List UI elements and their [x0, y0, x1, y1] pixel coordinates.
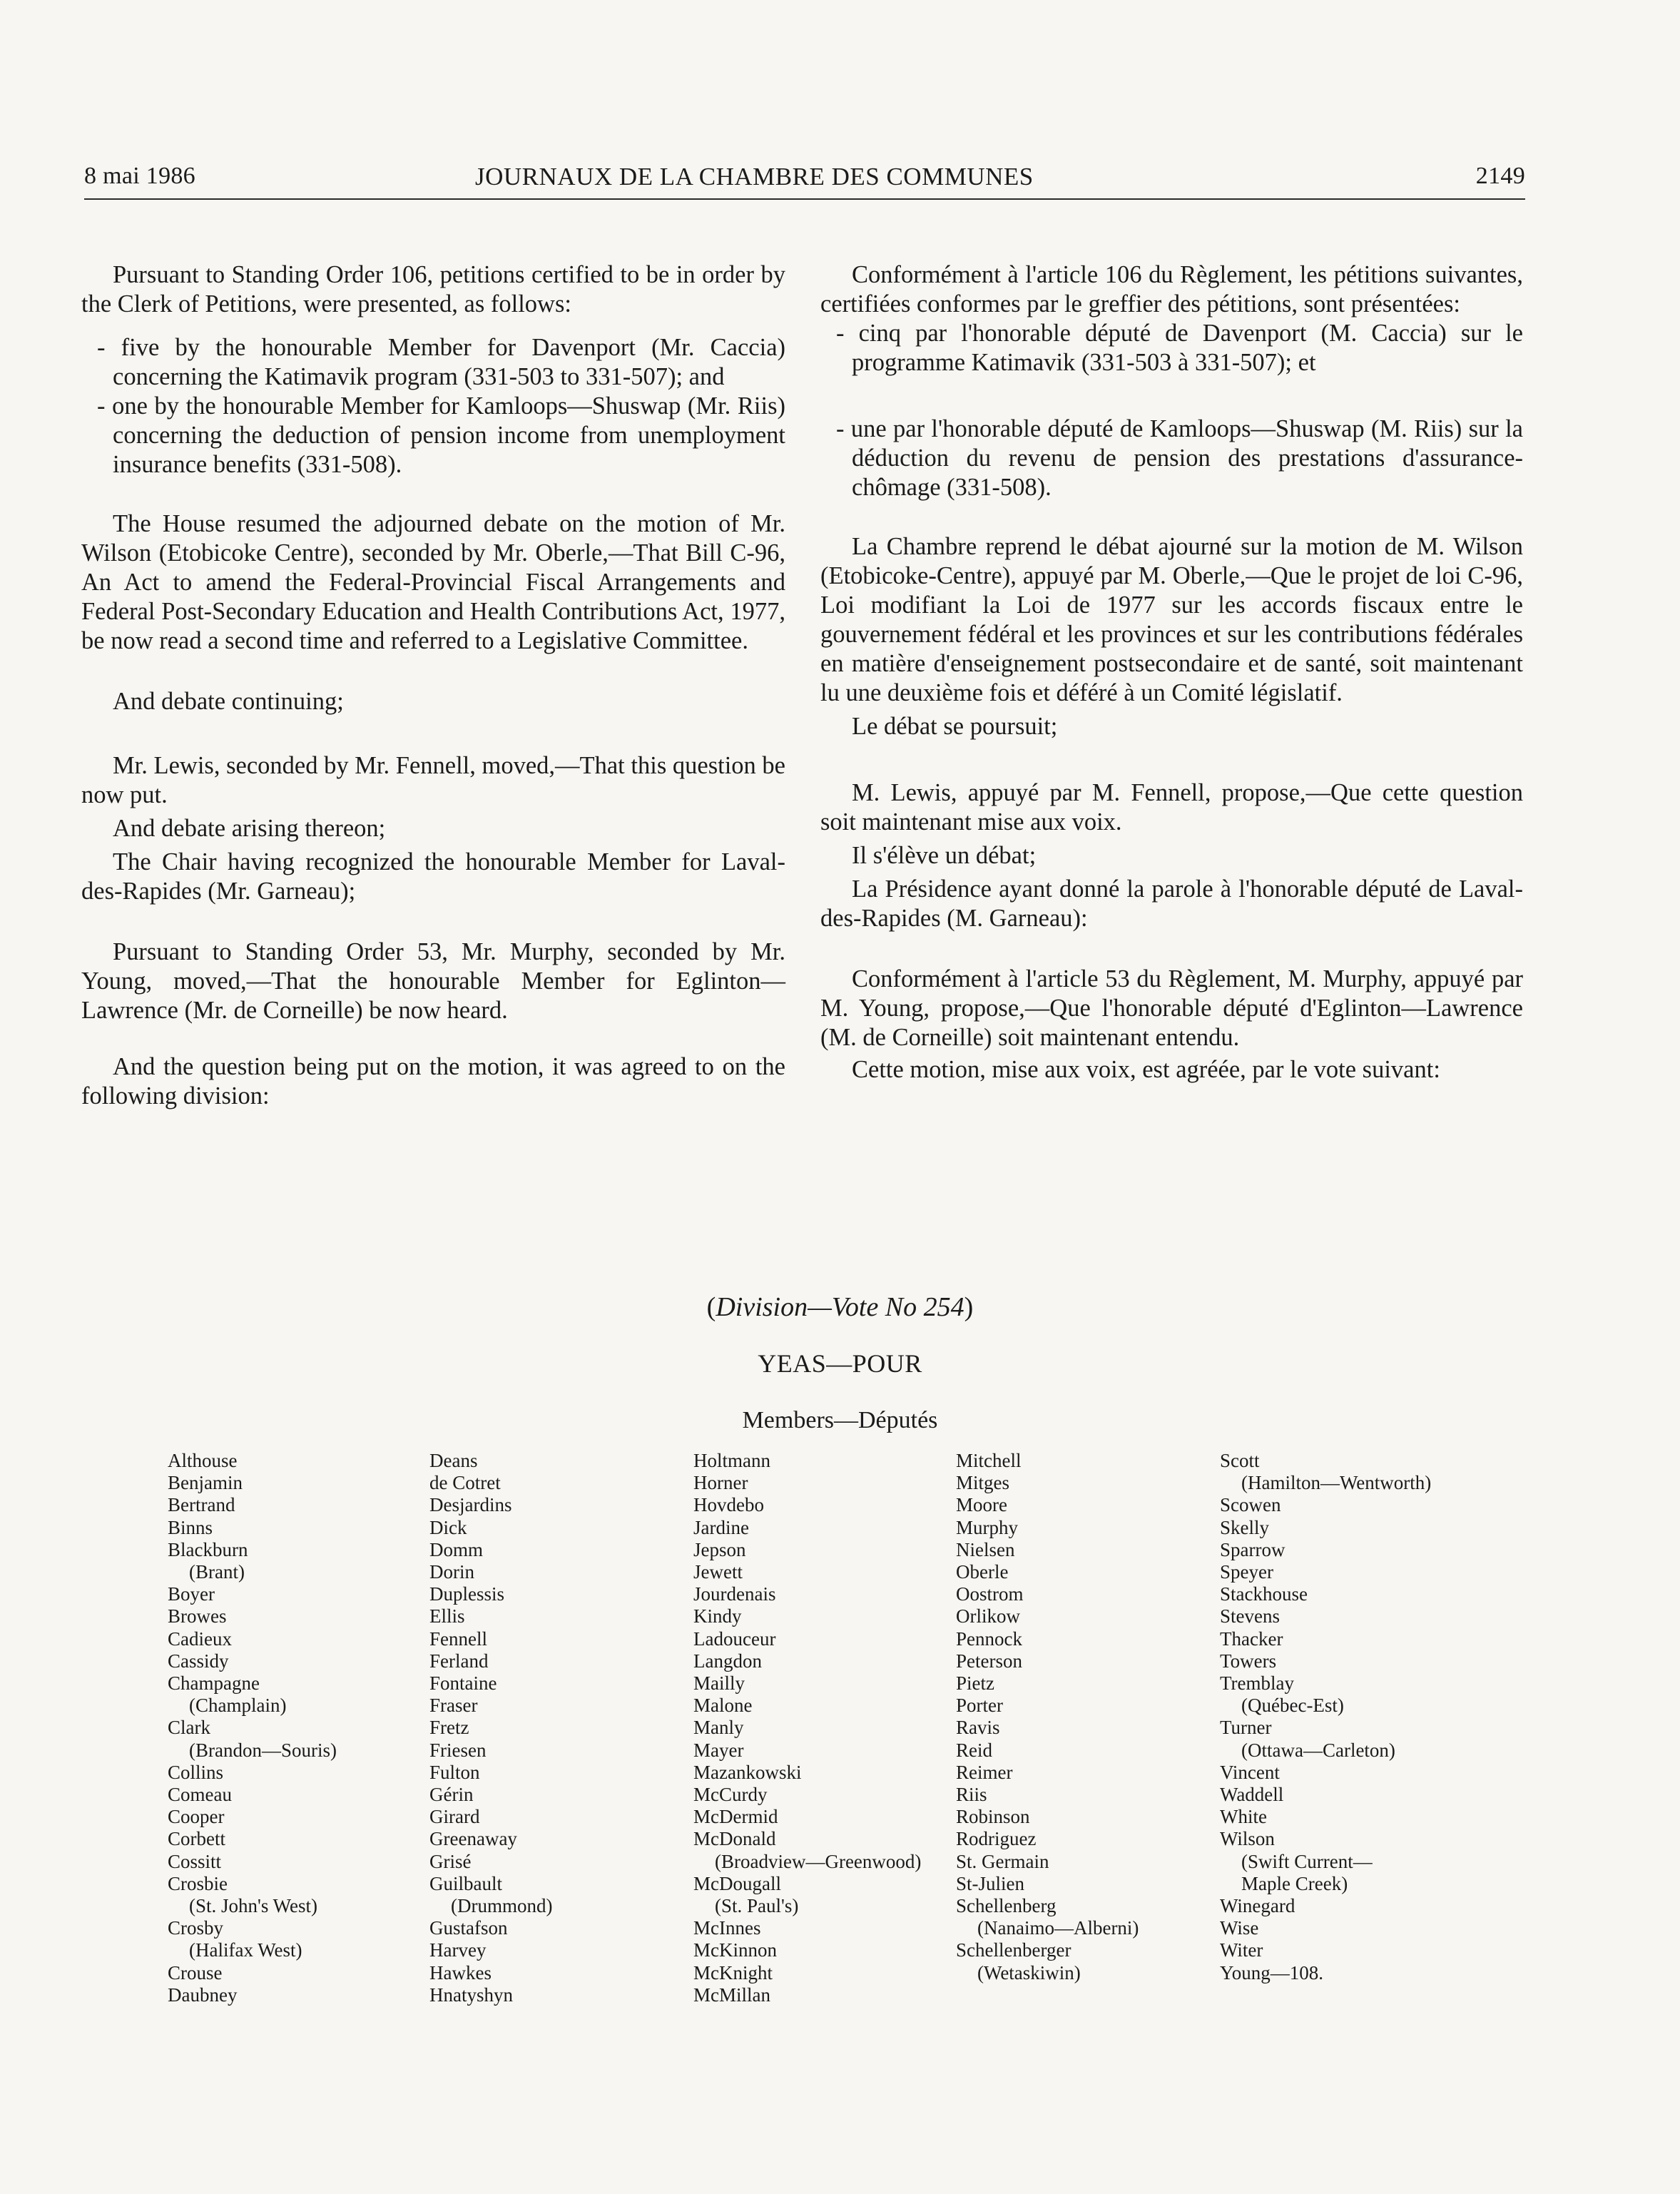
- member-name: McInnes: [693, 1917, 761, 1939]
- member-name: St. Germain: [956, 1850, 1049, 1872]
- member-name: Mitges: [956, 1472, 1010, 1494]
- member-name: Dick: [429, 1516, 467, 1538]
- member-name: Fontaine: [429, 1672, 497, 1695]
- member-name: Domm: [429, 1538, 484, 1560]
- member-name: Greenaway: [429, 1828, 517, 1850]
- member-riding: (Ottawa—Carleton): [1241, 1739, 1395, 1761]
- division-heading: [0, 1291, 1680, 1323]
- member-name: Gustafson: [429, 1917, 508, 1939]
- fr-chair-paragraph: La Présidence ayant donné la parole à l'honorable député de Laval-des-Rapides (M. Garneau):: [820, 875, 1523, 932]
- member-riding: (Hamilton—Wentworth): [1241, 1472, 1432, 1494]
- member-name: Guilbault: [429, 1872, 502, 1894]
- member-name: Harvey: [429, 1939, 487, 1961]
- member-name: Rodriguez: [956, 1828, 1037, 1850]
- member-name: Oostrom: [956, 1583, 1024, 1605]
- member-name: Cooper: [168, 1806, 225, 1828]
- member-riding: (Québec-Est): [1241, 1695, 1344, 1717]
- member-name: Bertrand: [168, 1494, 235, 1516]
- member-name: Horner: [693, 1472, 748, 1494]
- member-riding: (Wetaskiwin): [977, 1961, 1081, 1984]
- member-name: Clark: [168, 1717, 210, 1739]
- member-name: Fulton: [429, 1761, 480, 1783]
- member-name: Reid: [956, 1739, 992, 1761]
- member-name: Gérin: [429, 1784, 474, 1806]
- names-column-2: [429, 1450, 552, 2006]
- member-name: Althouse: [168, 1450, 238, 1471]
- member-name: Manly: [693, 1717, 744, 1739]
- fr-petitions-intro: Conformément à l'article 106 du Règlement, les pétitions suivantes, certifiées conformes par le greffier des pétitions, sont présentées:: [820, 261, 1523, 318]
- member-riding: (Drummond): [451, 1895, 553, 1917]
- member-name: Peterson: [956, 1650, 1022, 1672]
- division-paren-close: ): [964, 1292, 974, 1322]
- en-division-intro: And the question being put on the motion, it was agreed to on the following division:: [81, 1053, 785, 1109]
- member-name: Fraser: [429, 1695, 478, 1717]
- member-name: Turner: [1220, 1717, 1272, 1739]
- en-petition-item: - one by the honourable Member for Kamloops—Shuswap (Mr. Riis) concerning the deduction of pension income from unemployment insurance benefits (331-508).: [97, 392, 785, 478]
- member-name: Mazankowski: [693, 1761, 802, 1783]
- member-name: Browes: [168, 1605, 227, 1627]
- member-name: Scowen: [1220, 1494, 1281, 1516]
- member-name: McDougall: [693, 1872, 781, 1894]
- division-paren-open: (: [706, 1292, 716, 1322]
- member-name: Reimer: [956, 1761, 1013, 1783]
- member-name: Hawkes: [429, 1961, 492, 1984]
- member-name: Ellis: [429, 1605, 465, 1627]
- member-name: McDermid: [693, 1806, 778, 1828]
- member-name: Scott: [1220, 1450, 1260, 1471]
- member-name: Porter: [956, 1695, 1003, 1717]
- member-name: de Cotret: [429, 1472, 501, 1494]
- page-number: 2149: [1475, 163, 1525, 189]
- member-name: Malone: [693, 1695, 753, 1717]
- member-name: Young—108.: [1220, 1961, 1324, 1984]
- member-name: Ferland: [429, 1650, 489, 1672]
- member-name: Pietz: [956, 1672, 994, 1695]
- member-name: Duplessis: [429, 1583, 505, 1605]
- member-name: Deans: [429, 1450, 478, 1471]
- member-name: McMillan: [693, 1984, 770, 2006]
- names-column-1: [168, 1450, 337, 2006]
- member-name: Winegard: [1220, 1895, 1295, 1917]
- member-name: White: [1220, 1806, 1267, 1828]
- member-name: Orlikow: [956, 1605, 1020, 1627]
- member-name: Binns: [168, 1516, 213, 1538]
- member-name: Skelly: [1220, 1516, 1270, 1538]
- member-name: Langdon: [693, 1650, 762, 1672]
- member-name: Schellenberg: [956, 1895, 1057, 1917]
- member-name: Mayer: [693, 1739, 744, 1761]
- member-name: Boyer: [168, 1583, 215, 1605]
- member-name: Hovdebo: [693, 1494, 764, 1516]
- member-riding: (Broadview—Greenwood): [715, 1850, 922, 1872]
- member-name: Fretz: [429, 1717, 469, 1739]
- member-name: Champagne: [168, 1672, 260, 1695]
- fr-motion-paragraph: M. Lewis, appuyé par M. Fennell, propose,—Que cette question soit maintenant mise aux voix.: [820, 779, 1523, 836]
- en-debate-continuing: And debate continuing;: [113, 688, 344, 715]
- member-name: Jewett: [693, 1561, 743, 1583]
- fr-petition-item: - cinq par l'honorable député de Davenport (M. Caccia) sur le programme Katimavik (331-503 à 331-507); et: [836, 320, 1523, 376]
- member-name: Waddell: [1220, 1784, 1284, 1806]
- member-name: Hnatyshyn: [429, 1984, 513, 2006]
- yeas-heading: YEAS—POUR: [758, 1349, 922, 1378]
- member-name: Stevens: [1220, 1605, 1280, 1627]
- member-name: Mailly: [693, 1672, 745, 1695]
- header-rule: [84, 198, 1525, 200]
- members-heading: Members—Députés: [742, 1407, 938, 1433]
- fr-standing-order-paragraph: Conformément à l'article 53 du Règlement, M. Murphy, appuyé par M. Young, propose,—Que l'honorable député d'Eglinton—Lawrence (M. de Corneille) soit maintenant entendu.: [820, 965, 1523, 1051]
- fr-debate-paragraph: La Chambre reprend le débat ajourné sur la motion de M. Wilson (Etobicoke-Centre), appuyé par M. Oberle,—Que le projet de loi C-96, Loi modifiant la Loi de 1977 sur les accords fiscaux entre le gouvernement fédéral et les provinces et sur les contributions fédérales en matière d'enseignement postsecondaire et de santé, soit maintenant lu une deuxième fois et déféré à un Comité législatif.: [820, 533, 1523, 706]
- member-name: McKnight: [693, 1961, 773, 1984]
- member-name: Jepson: [693, 1538, 746, 1560]
- member-name: Pennock: [956, 1627, 1022, 1650]
- member-name: Comeau: [168, 1784, 232, 1806]
- member-name: Speyer: [1220, 1561, 1273, 1583]
- division-vote-label: Division—Vote No 254: [716, 1292, 964, 1322]
- member-name: Wise: [1220, 1917, 1259, 1939]
- fr-petition-item: - une par l'honorable député de Kamloops—Shuswap (M. Riis) sur la déduction du revenu de pension des prestations d'assurance-chômage (331-508).: [836, 415, 1523, 501]
- member-name: Wilson: [1220, 1828, 1275, 1850]
- member-name: Tremblay: [1220, 1672, 1295, 1695]
- en-petitions-intro: Pursuant to Standing Order 106, petitions certified to be in order by the Clerk of Petitions, were presented, as follows:: [81, 261, 785, 318]
- names-column-3: [693, 1450, 921, 2006]
- member-name: Dorin: [429, 1561, 474, 1583]
- member-name: Murphy: [956, 1516, 1018, 1538]
- member-name: Robinson: [956, 1806, 1030, 1828]
- member-riding: Maple Creek): [1241, 1872, 1348, 1894]
- member-riding: (Brant): [189, 1561, 245, 1583]
- header-title: JOURNAUX DE LA CHAMBRE DES COMMUNES: [475, 163, 1034, 191]
- member-name: Ravis: [956, 1717, 1000, 1739]
- member-name: Collins: [168, 1761, 224, 1783]
- fr-debate-arising: Il s'élève un débat;: [852, 842, 1037, 869]
- member-riding: (Nanaimo—Alberni): [977, 1917, 1139, 1939]
- member-name: Witer: [1220, 1939, 1263, 1961]
- member-name: McKinnon: [693, 1939, 777, 1961]
- member-name: Jardine: [693, 1516, 749, 1538]
- member-name: Cadieux: [168, 1627, 232, 1650]
- member-name: Corbett: [168, 1828, 225, 1850]
- member-name: Moore: [956, 1494, 1007, 1516]
- member-name: Holtmann: [693, 1450, 770, 1471]
- names-column-4: [956, 1450, 1139, 1984]
- member-name: Benjamin: [168, 1472, 243, 1494]
- french-column: [820, 260, 1523, 1085]
- en-debate-paragraph: The House resumed the adjourned debate on the motion of Mr. Wilson (Etobicoke Centre), seconded by Mr. Oberle,—That Bill C-96, An Act to amend the Federal-Provincial Fiscal Arrangements and Federal Post-Secondary Education and Health Contributions Act, 1977, be now read a second time and referred to a Legislative Committee.: [81, 510, 785, 654]
- member-riding: (St. John's West): [189, 1895, 317, 1917]
- member-name: Towers: [1220, 1650, 1277, 1672]
- english-column: [81, 260, 785, 1111]
- member-riding: (St. Paul's): [715, 1895, 799, 1917]
- en-petition-item: - five by the honourable Member for Davenport (Mr. Caccia) concerning the Katimavik program (331-503 to 331-507); and: [97, 334, 785, 390]
- member-name: Crouse: [168, 1961, 223, 1984]
- member-name: Friesen: [429, 1739, 487, 1761]
- member-name: Girard: [429, 1806, 480, 1828]
- fr-debate-continuing: Le débat se poursuit;: [852, 713, 1058, 740]
- member-name: Oberle: [956, 1561, 1009, 1583]
- member-name: St-Julien: [956, 1872, 1025, 1894]
- member-name: Daubney: [168, 1984, 238, 2006]
- member-name: Grisé: [429, 1850, 472, 1872]
- header-date: 8 mai 1986: [84, 163, 195, 189]
- fr-division-intro: Cette motion, mise aux voix, est agréée, par le vote suivant:: [852, 1056, 1440, 1083]
- member-riding: (Brandon—Souris): [189, 1739, 337, 1761]
- member-name: Ladouceur: [693, 1627, 776, 1650]
- member-name: Desjardins: [429, 1494, 512, 1516]
- member-name: McCurdy: [693, 1784, 768, 1806]
- en-debate-arising: And debate arising thereon;: [113, 815, 386, 842]
- en-standing-order-paragraph: Pursuant to Standing Order 53, Mr. Murphy, seconded by Mr. Young, moved,—That the honourable Member for Eglinton—Lawrence (Mr. de Corneille) be now heard.: [81, 938, 785, 1024]
- member-name: Blackburn: [168, 1538, 248, 1560]
- member-name: McDonald: [693, 1828, 776, 1850]
- member-name: Mitchell: [956, 1450, 1022, 1471]
- member-name: Crosby: [168, 1917, 224, 1939]
- member-name: Crosbie: [168, 1872, 228, 1894]
- en-chair-paragraph: The Chair having recognized the honourable Member for Laval-des-Rapides (Mr. Garneau);: [81, 848, 785, 905]
- member-name: Vincent: [1220, 1761, 1280, 1783]
- member-name: Kindy: [693, 1605, 742, 1627]
- member-name: Cossitt: [168, 1850, 222, 1872]
- member-name: Fennell: [429, 1627, 487, 1650]
- names-column-5: [1220, 1450, 1431, 1984]
- member-name: Cassidy: [168, 1650, 229, 1672]
- member-riding: (Halifax West): [189, 1939, 302, 1961]
- member-riding: (Swift Current—: [1241, 1850, 1373, 1872]
- member-name: Riis: [956, 1784, 987, 1806]
- member-name: Jourdenais: [693, 1583, 776, 1605]
- member-name: Stackhouse: [1220, 1583, 1308, 1605]
- member-name: Schellenberger: [956, 1939, 1071, 1961]
- member-name: Sparrow: [1220, 1538, 1286, 1560]
- member-name: Nielsen: [956, 1538, 1015, 1560]
- member-riding: (Champlain): [189, 1695, 287, 1717]
- en-motion-paragraph: Mr. Lewis, seconded by Mr. Fennell, moved,—That this question be now put.: [81, 752, 785, 808]
- running-header: [84, 163, 1525, 203]
- member-name: Thacker: [1220, 1627, 1283, 1650]
